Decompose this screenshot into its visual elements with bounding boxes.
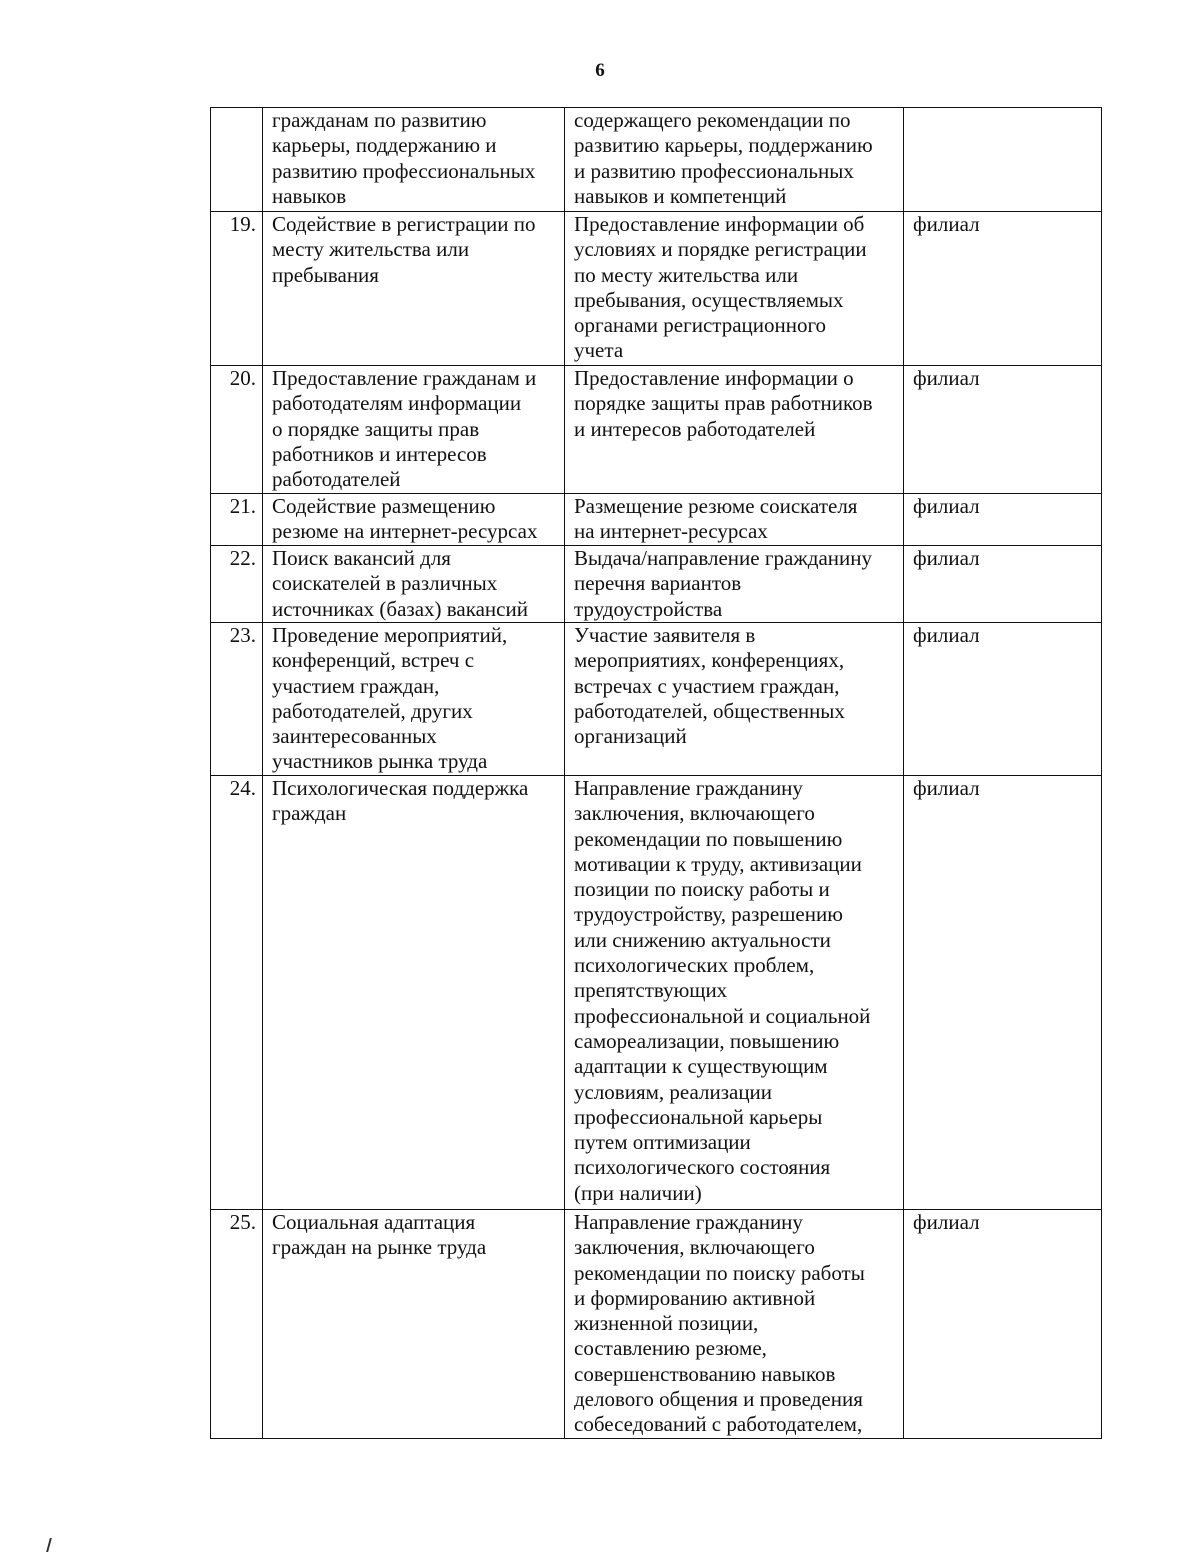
- row-number: 25.: [211, 1210, 263, 1439]
- service-result: Направление гражданину заключения, включающего рекомендации по поиску работы и формированию активной жизненной позиции, составлению резюме, совершенствованию навыков делового общения и проведения собеседований с работодателем,: [565, 1210, 904, 1439]
- service-name: Психологическая поддержка граждан: [263, 776, 565, 1210]
- service-result: Предоставление информации об условиях и порядке регистрации по месту жительства или пребывания, осуществляемых органами регистрационного учета: [565, 212, 904, 366]
- table-row: [211, 494, 1102, 546]
- service-name: Социальная адаптация граждан на рынке труда: [263, 1210, 565, 1439]
- service-executor: филиал: [904, 623, 1102, 776]
- service-executor: филиал: [904, 1210, 1102, 1439]
- service-executor: филиал: [904, 776, 1102, 1210]
- service-executor: филиал: [904, 212, 1102, 366]
- service-name: гражданам по развитию карьеры, поддержанию и развитию профессиональных навыков: [263, 108, 565, 212]
- row-number: 24.: [211, 776, 263, 1210]
- service-result: Направление гражданину заключения, включающего рекомендации по повышению мотивации к труду, активизации позиции по поиску работы и трудоустройству, разрешению или снижению актуальности психологических проблем, препятствующих профессиональной и социальной самореализации, повышению адаптации к существующим условиям, реализации профессиональной карьеры путем оптимизации психологического состояния (при наличии): [565, 776, 904, 1210]
- row-number: 20.: [211, 366, 263, 494]
- service-executor: филиал: [904, 494, 1102, 546]
- row-number: [211, 108, 263, 212]
- service-name: Предоставление гражданам и работодателям информации о порядке защиты прав работников и интересов работодателей: [263, 366, 565, 494]
- service-result: Предоставление информации о порядке защиты прав работников и интересов работодателей: [565, 366, 904, 494]
- service-name: Поиск вакансий для соискателей в различных источниках (базах) вакансий: [263, 546, 565, 623]
- table-row: [211, 623, 1102, 776]
- service-executor: филиал: [904, 366, 1102, 494]
- table-row: [211, 1210, 1102, 1439]
- service-executor: [904, 108, 1102, 212]
- service-result: содержащего рекомендации по развитию карьеры, поддержанию и развитию профессиональных навыков и компетенций: [565, 108, 904, 212]
- row-number: 19.: [211, 212, 263, 366]
- service-executor: филиал: [904, 546, 1102, 623]
- table-row: [211, 366, 1102, 494]
- table-row: [211, 776, 1102, 1210]
- row-number: 22.: [211, 546, 263, 623]
- service-result: Выдача/направление гражданину перечня вариантов трудоустройства: [565, 546, 904, 623]
- row-number: 23.: [211, 623, 263, 776]
- table-row: [211, 212, 1102, 366]
- row-number: 21.: [211, 494, 263, 546]
- service-result: Участие заявителя в мероприятиях, конференциях, встречах с участием граждан, работодателей, общественных организаций: [565, 623, 904, 776]
- table-row: [211, 108, 1102, 212]
- table-row: [211, 546, 1102, 623]
- page-number: 6: [595, 60, 605, 81]
- service-name: Содействие в регистрации по месту жительства или пребывания: [263, 212, 565, 366]
- services-table: [210, 107, 1102, 1439]
- scan-artifact-mark: [46, 1538, 52, 1552]
- service-name: Проведение мероприятий, конференций, встреч с участием граждан, работодателей, других заинтересованных участников рынка труда: [263, 623, 565, 776]
- service-name: Содействие размещению резюме на интернет-ресурсах: [263, 494, 565, 546]
- service-result: Размещение резюме соискателя на интернет-ресурсах: [565, 494, 904, 546]
